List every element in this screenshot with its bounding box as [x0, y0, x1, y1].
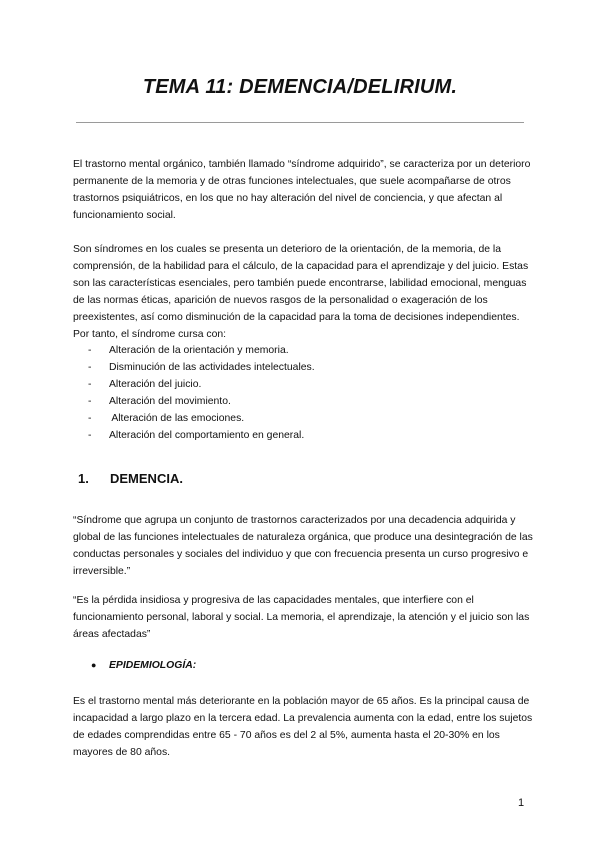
list-item: - Disminución de las actividades intelectuales.: [88, 359, 518, 376]
list-dash: -: [88, 396, 92, 407]
section-heading-demencia: [78, 471, 183, 486]
syndrome-paragraph: [73, 241, 533, 343]
list-item: - Alteración del movimiento.: [88, 393, 518, 410]
subsection-heading-epidemiologia: [91, 660, 196, 671]
list-item: - Alteración del comportamiento en general.: [88, 427, 518, 444]
subsection-title: EPIDEMIOLOGÍA:: [109, 660, 197, 671]
symptom-list: [88, 342, 518, 444]
definition-quote-1: [73, 512, 533, 580]
bullet-icon: ●: [91, 660, 97, 670]
paragraph-text: Es el trastorno mental más deteriorante en la población mayor de 65 años. Es la principal causa de incapacidad a largo plazo en la tercera edad. La prevalencia aumenta con la edad, entre los sujetos de edades comprendidas entre 65 - 70 años es del 2 al 5%, aumenta hasta el 20-30% en los mayores de 80 años.: [73, 696, 533, 758]
title-divider: [76, 122, 524, 123]
list-dash: -: [88, 413, 92, 424]
paragraph-text: “Es la pérdida insidiosa y progresiva de las capacidades mentales, que interfiere con el funcionamiento personal, laboral y social. La memoria, el aprendizaje, la atención y el juicio son las áreas afectadas”: [73, 595, 530, 640]
section-title: DEMENCIA.: [110, 471, 183, 486]
list-dash: -: [88, 379, 92, 390]
list-dash: -: [88, 362, 92, 373]
definition-quote-2: [73, 592, 533, 643]
page-title: TEMA 11: DEMENCIA/DELIRIUM.: [142, 76, 458, 98]
page-number: 1: [518, 797, 525, 809]
intro-paragraph: [73, 156, 533, 224]
paragraph-text: Son síndromes en los cuales se presenta un deterioro de la orientación, de la memoria, de la comprensión, de la habilidad para el cálculo, de la capacidad para el aprendizaje y del juicio. Estas son las características esenciales, pero también puede encontrarse, labilidad emocional, menguas de las normas éticas, aparición de nuevos rasgos de la personalidad o exageración de los preexistentes, así como disminución de la capacidad para la toma de decisiones independientes. Por tanto, el síndrome cursa con:: [73, 244, 529, 340]
paragraph-text: El trastorno mental orgánico, también llamado “síndrome adquirido”, se caracteriza por un deterioro permanente de la memoria y de otras funciones intelectuales, que suele acompañarse de otros trastornos psiquiátricos, en los que no hay alteración del nivel de conciencia, y que afectan al funcionamiento social.: [73, 159, 531, 221]
list-item: - Alteración del juicio.: [88, 376, 518, 393]
paragraph-text: “Síndrome que agrupa un conjunto de trastornos caracterizados por una decadencia adquirida y global de las funciones intelectuales de naturaleza orgánica, que produce una desintegración de las conductas personales y sociales del individuo y que con frecuencia presenta un curso progresivo e irreversible.”: [73, 515, 533, 577]
list-item: - Alteración de las emociones.: [88, 410, 518, 427]
list-dash: -: [88, 345, 92, 356]
list-item: - Alteración de la orientación y memoria.: [88, 342, 518, 359]
section-number: 1.: [78, 471, 89, 486]
epidemiology-paragraph: [73, 693, 533, 761]
list-dash: -: [88, 430, 92, 441]
